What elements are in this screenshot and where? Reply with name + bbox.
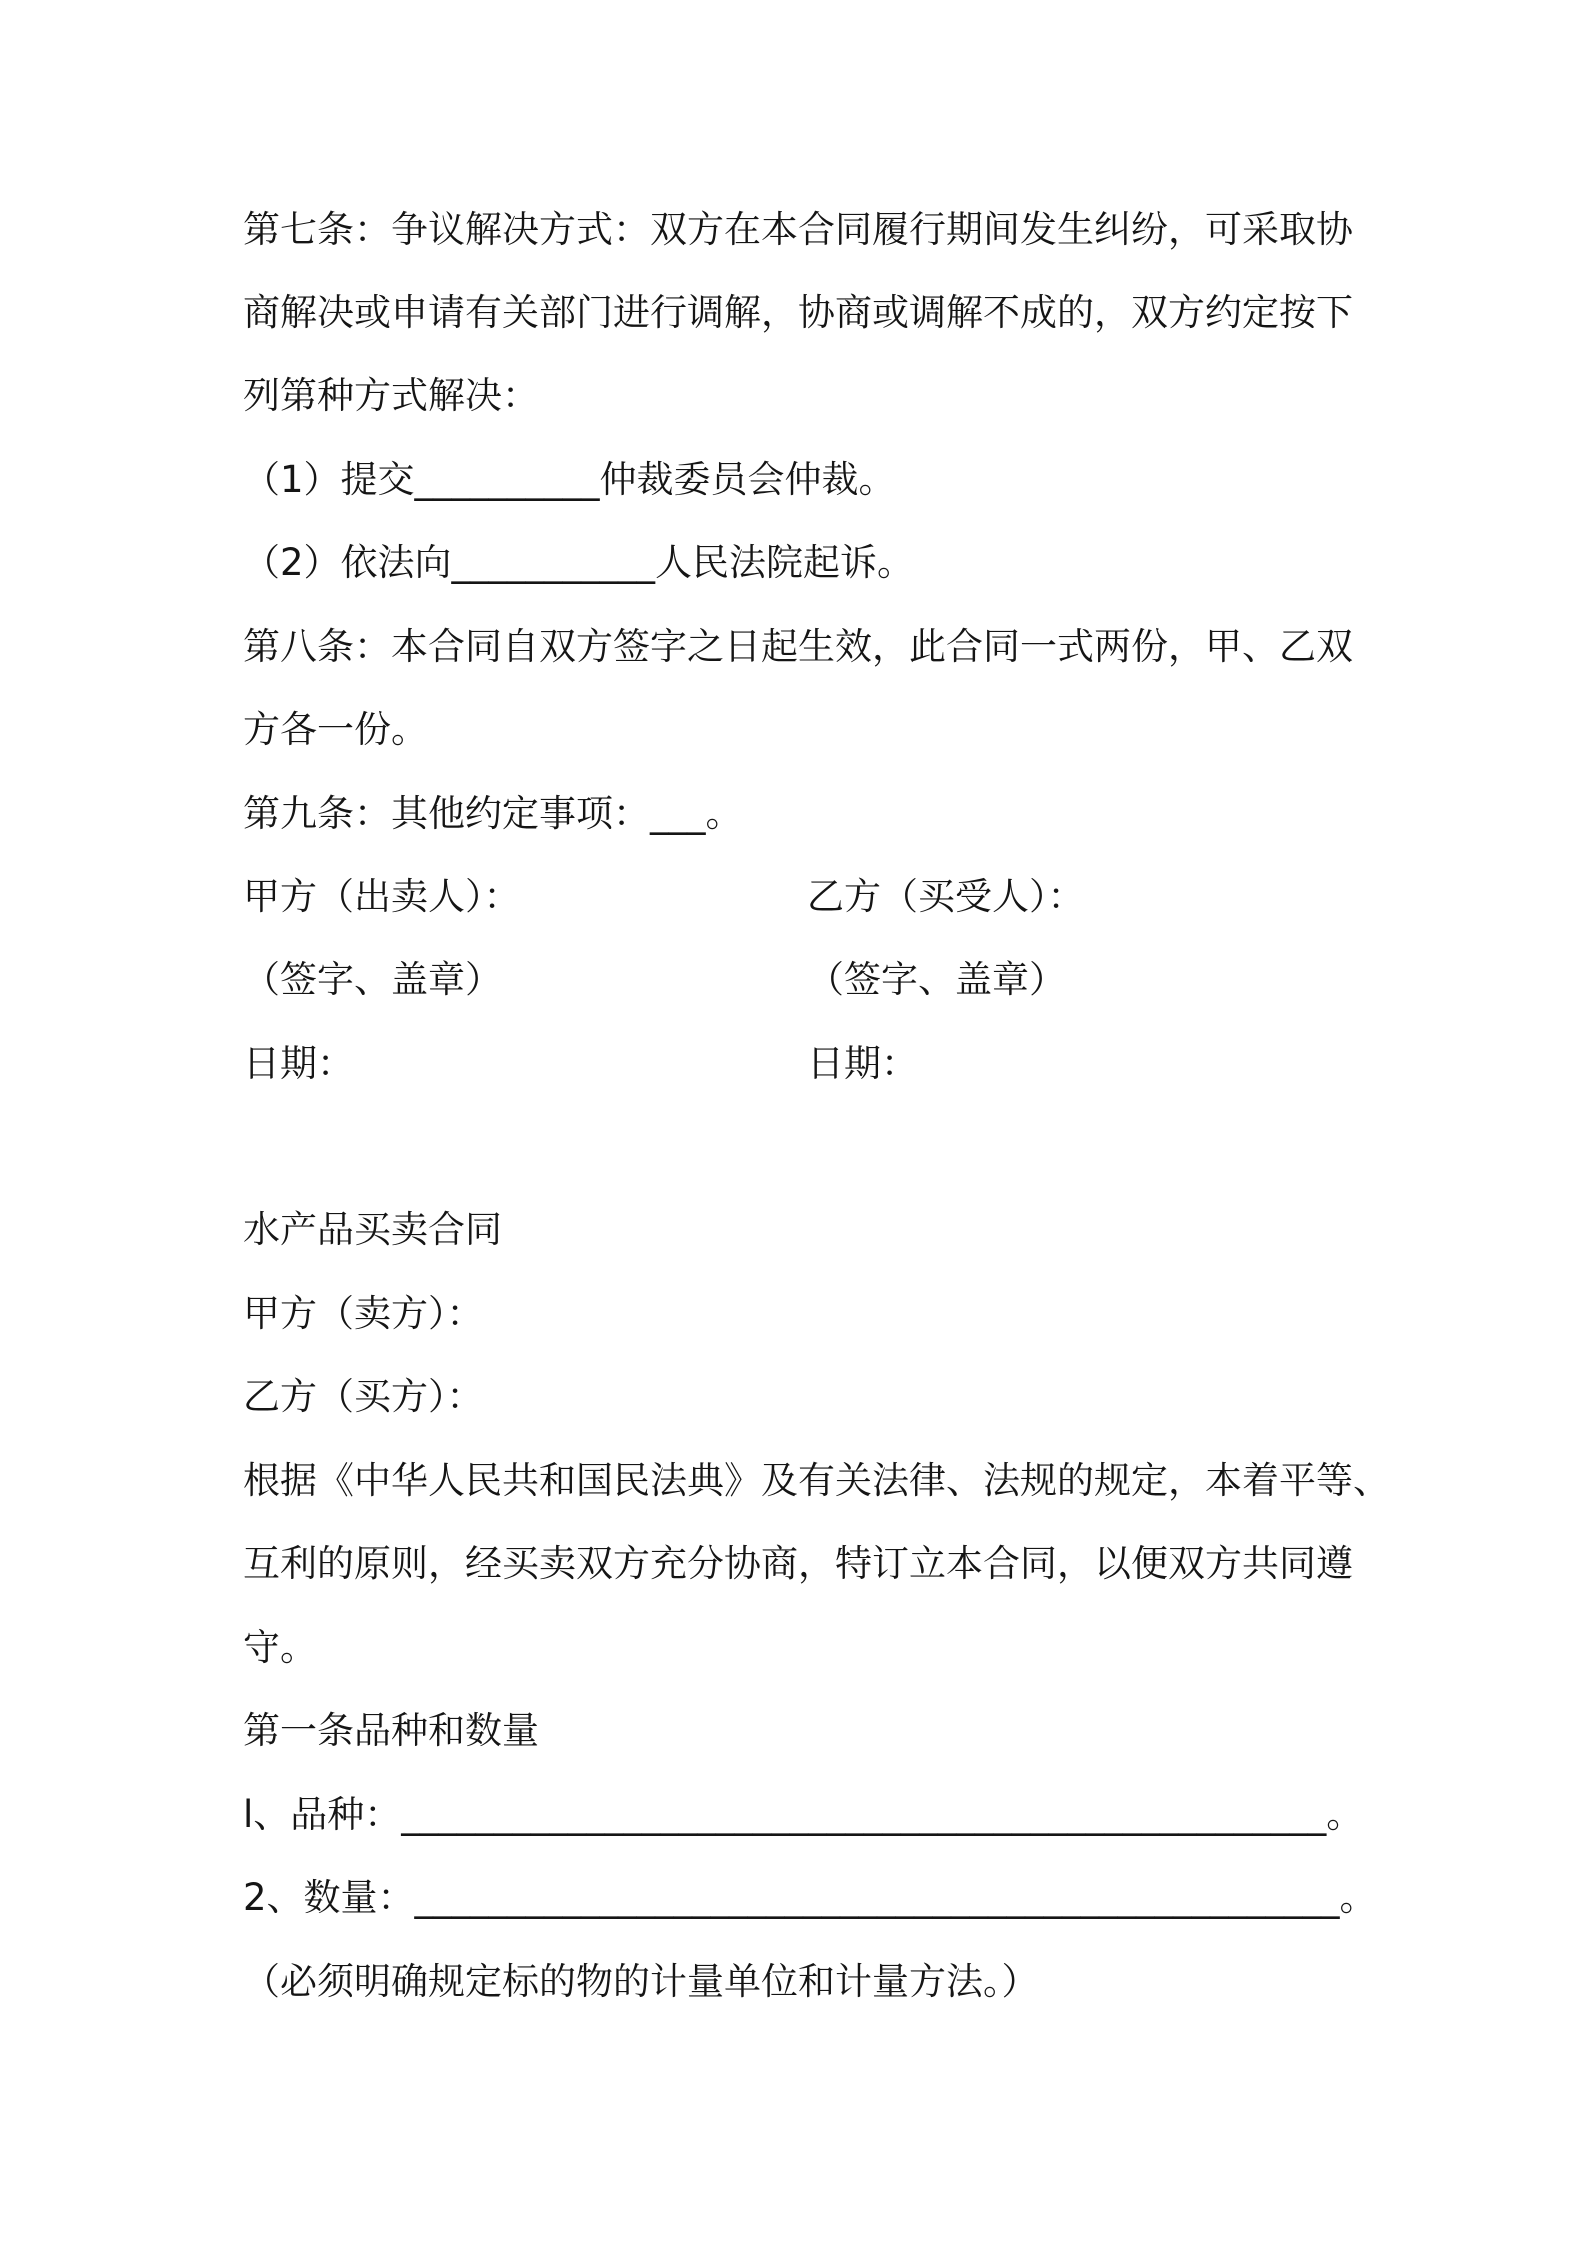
article-9: 第九条：其他约定事项：___。 — [243, 792, 743, 835]
preamble-line-2: 互利的原则，经买卖双方充分协商，特订立本合同，以便双方共同遵 — [243, 1542, 1353, 1585]
buyer-label: 乙方（买方）： — [243, 1375, 484, 1418]
party-b-label: 乙方（买受人）： — [807, 875, 1085, 918]
seller-label: 甲方（卖方）： — [243, 1292, 484, 1335]
article-7-line-1: 第七条：争议解决方式：双方在本合同履行期间发生纠纷，可采取协 — [243, 208, 1353, 251]
party-b-date: 日期： — [807, 1042, 918, 1085]
quantity-field: 2、数量：__________________________________________________。 — [243, 1876, 1377, 1919]
article-1-heading: 第一条品种和数量 — [243, 1709, 539, 1752]
dispute-option-2: （2）依法向___________人民法院起诉。 — [243, 541, 915, 584]
party-a-label: 甲方（出卖人）： — [243, 875, 521, 918]
article-7-line-2: 商解决或申请有关部门进行调解，协商或调解不成的，双方约定按下 — [243, 291, 1353, 334]
variety-field: l、品种：__________________________________________________。 — [243, 1793, 1364, 1836]
article-8-line-1: 第八条：本合同自双方签字之日起生效，此合同一式两份，甲、乙双 — [243, 625, 1353, 668]
measurement-note: （必须明确规定标的物的计量单位和计量方法。） — [243, 1960, 1039, 2003]
contract-title: 水产品买卖合同 — [243, 1208, 502, 1251]
dispute-option-1: （1）提交__________仲裁委员会仲裁。 — [243, 458, 896, 501]
party-a-date: 日期： — [243, 1042, 354, 1085]
article-8-line-2: 方各一份。 — [243, 708, 428, 751]
article-7-line-3: 列第种方式解决： — [243, 374, 539, 417]
preamble-line-3: 守。 — [243, 1626, 317, 1669]
party-b-seal: （签字、盖章） — [807, 958, 1066, 1001]
party-a-seal: （签字、盖章） — [243, 958, 502, 1001]
preamble-line-1: 根据《中华人民共和国民法典》及有关法律、法规的规定，本着平等、 — [243, 1459, 1390, 1502]
